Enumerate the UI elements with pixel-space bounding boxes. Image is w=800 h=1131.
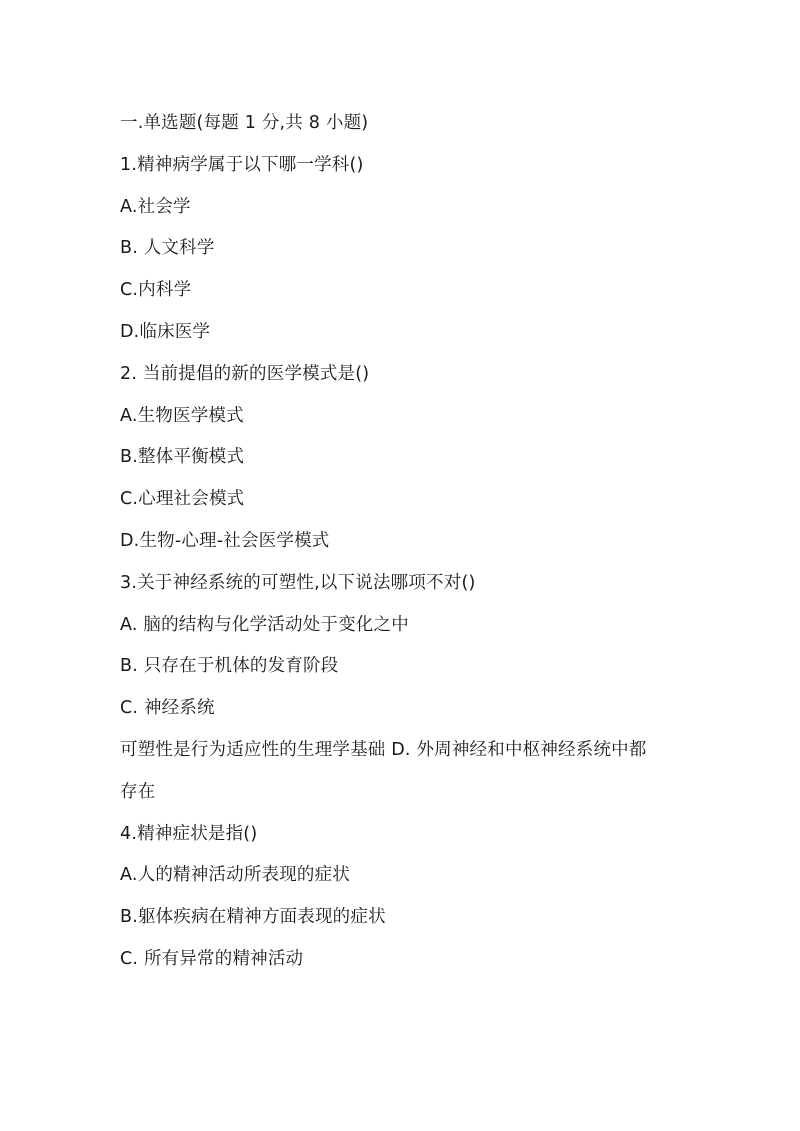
question-2-stem: 2. 当前提倡的新的医学模式是(): [120, 363, 370, 384]
question-3-option-b: B. 只存在于机体的发育阶段: [120, 656, 339, 677]
question-2-option-d: D.生物-心理-社会医学模式: [120, 530, 330, 551]
question-1-option-c: C.内科学: [120, 280, 192, 301]
question-3-stem: 3.关于神经系统的可塑性,以下说法哪项不对(): [120, 572, 476, 593]
question-3-option-d-continued: 存在: [120, 781, 156, 802]
question-2-option-c: C.心理社会模式: [120, 489, 245, 510]
section-heading: 一.单选题(每题 1 分,共 8 小题): [120, 113, 369, 133]
question-4-option-a: A.人的精神活动所表现的症状: [120, 865, 351, 886]
question-4-stem: 4.精神症状是指(): [120, 823, 258, 844]
question-list: [120, 103, 690, 981]
question-1-option-a: A.社会学: [120, 196, 191, 217]
question-3-option-c: C. 神经系统: [120, 698, 215, 719]
question-4-option-c: C. 所有异常的精神活动: [120, 948, 304, 969]
question-1-stem: 1.精神病学属于以下哪一学科(): [120, 154, 364, 175]
question-3-option-a: A. 脑的结构与化学活动处于变化之中: [120, 614, 409, 635]
question-1-option-b: B. 人文科学: [120, 238, 215, 259]
question-1-option-d: D.临床医学: [120, 321, 211, 342]
question-2-option-a: A.生物医学模式: [120, 405, 244, 426]
question-2-option-b: B.整体平衡模式: [120, 447, 245, 468]
question-4-option-b: B.躯体疾病在精神方面表现的症状: [120, 907, 386, 928]
question-3-option-c-continued: 可塑性是行为适应性的生理学基础 D. 外周神经和中枢神经系统中都: [120, 739, 647, 760]
